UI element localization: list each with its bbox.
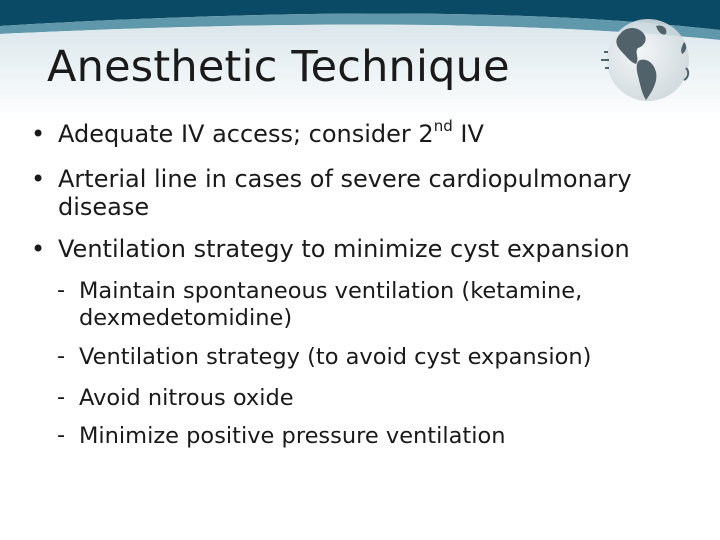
sub-bullet-item (57, 384, 294, 412)
sub-bullet-continuation (79, 305, 292, 332)
bullet-text: disease (58, 193, 150, 221)
sub-bullet-marker: - (57, 343, 66, 369)
bullet-marker: • (31, 120, 46, 148)
sub-bullet-marker: - (57, 384, 66, 410)
bullet-text: Arterial line in cases of severe cardiopulmonary (58, 165, 632, 193)
bullet-marker: • (31, 165, 46, 193)
bullet-continuation (58, 193, 149, 221)
superscript-text: nd (433, 117, 453, 135)
bullet-text: Adequate IV access; consider 2 (58, 120, 434, 148)
sub-bullet-item (57, 422, 506, 450)
sub-bullet-marker: - (57, 277, 66, 303)
bullet-item (31, 235, 630, 263)
sub-bullet-item (57, 343, 592, 371)
sub-bullet-text: dexmedetomidine) (79, 305, 293, 331)
bullet-item (31, 117, 484, 148)
sub-bullet-item (57, 277, 583, 305)
sub-bullet-text: Maintain spontaneous ventilation (ketamine, (79, 278, 583, 304)
bullet-marker: • (31, 235, 46, 263)
sub-bullet-marker: - (57, 422, 66, 448)
bullet-text: Ventilation strategy to minimize cyst expansion (58, 235, 630, 263)
sub-bullet-text: Ventilation strategy (to avoid cyst expansion) (79, 344, 592, 370)
sub-bullet-text: Avoid nitrous oxide (79, 385, 294, 411)
bullet-item (31, 165, 632, 193)
slide-title: Anesthetic Technique (47, 42, 510, 92)
sub-bullet-text: Minimize positive pressure ventilation (79, 423, 506, 449)
bullet-text-tail: IV (452, 120, 484, 148)
